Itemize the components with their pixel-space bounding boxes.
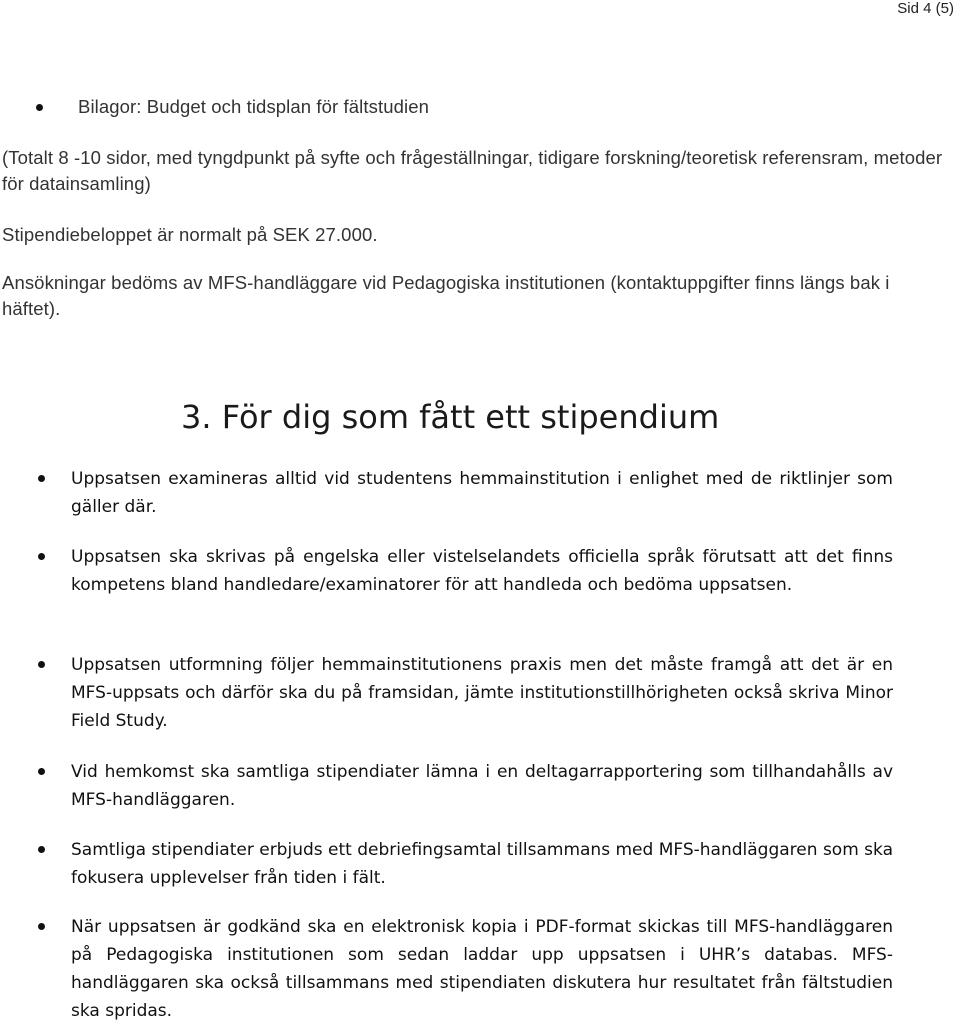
bullet-dot xyxy=(38,846,45,853)
page-number: Sid 4 (5) xyxy=(897,0,954,17)
list-item-text: Uppsatsen utformning följer hemmainstitutionens praxis men det måste framgå att det är en MFS-uppsats och därför ska du på framsidan, jämte institutionstillhörigheten också skriva Minor Field Study. xyxy=(71,655,893,731)
list-item-text: Samtliga stipendiater erbjuds ett debriefingsamtal tillsammans med MFS-handläggaren som ska fokusera upplevelser från tiden i fält. xyxy=(71,840,893,888)
length-note-paragraph: (Totalt 8 -10 sidor, med tyngdpunkt på syfte och frågeställningar, tidigare forskning/teoretisk referensram, metoder för datainsamling) xyxy=(2,147,943,194)
stipend-amount-paragraph: Stipendiebeloppet är normalt på SEK 27.000. xyxy=(2,224,378,245)
attachments-text: Bilagor: Budget och tidsplan för fältstudien xyxy=(78,96,429,117)
bullet-dot xyxy=(38,768,45,775)
list-item-text: Uppsatsen ska skrivas på engelska eller vistelselandets officiella språk förutsatt att det finns kompetens bland handledare/examinatorer för att handleda och bedöma uppsatsen. xyxy=(71,547,893,595)
attachments-bullet xyxy=(0,94,960,122)
bullet-dot xyxy=(38,553,45,560)
bullet-dot xyxy=(38,475,45,482)
bullet-dot xyxy=(36,104,43,111)
bullet-dot xyxy=(38,923,45,930)
assessment-paragraph: Ansökningar bedöms av MFS-handläggare vid Pedagogiska institutionen (kontaktuppgifter finns längs bak i häftet). xyxy=(2,272,890,319)
bullet-dot xyxy=(38,661,45,668)
list-item-text: Uppsatsen examineras alltid vid studentens hemmainstitution i enlighet med de riktlinjer som gäller där. xyxy=(71,469,893,517)
list-item-text: När uppsatsen är godkänd ska en elektronisk kopia i PDF-format skickas till MFS-handläggaren på Pedagogiska institutionen som sedan laddar upp uppsatsen i UHR’s databas. MFS-handläggaren ska också tillsammans med stipendiaten diskutera hur resultatet från fältstudien ska spridas. xyxy=(71,917,893,1021)
list-item-text: Vid hemkomst ska samtliga stipendiater lämna i en deltagarrapportering som tillhandahålls av MFS-handläggaren. xyxy=(71,762,893,810)
section-heading: 3. För dig som fått ett stipendium xyxy=(181,398,720,436)
